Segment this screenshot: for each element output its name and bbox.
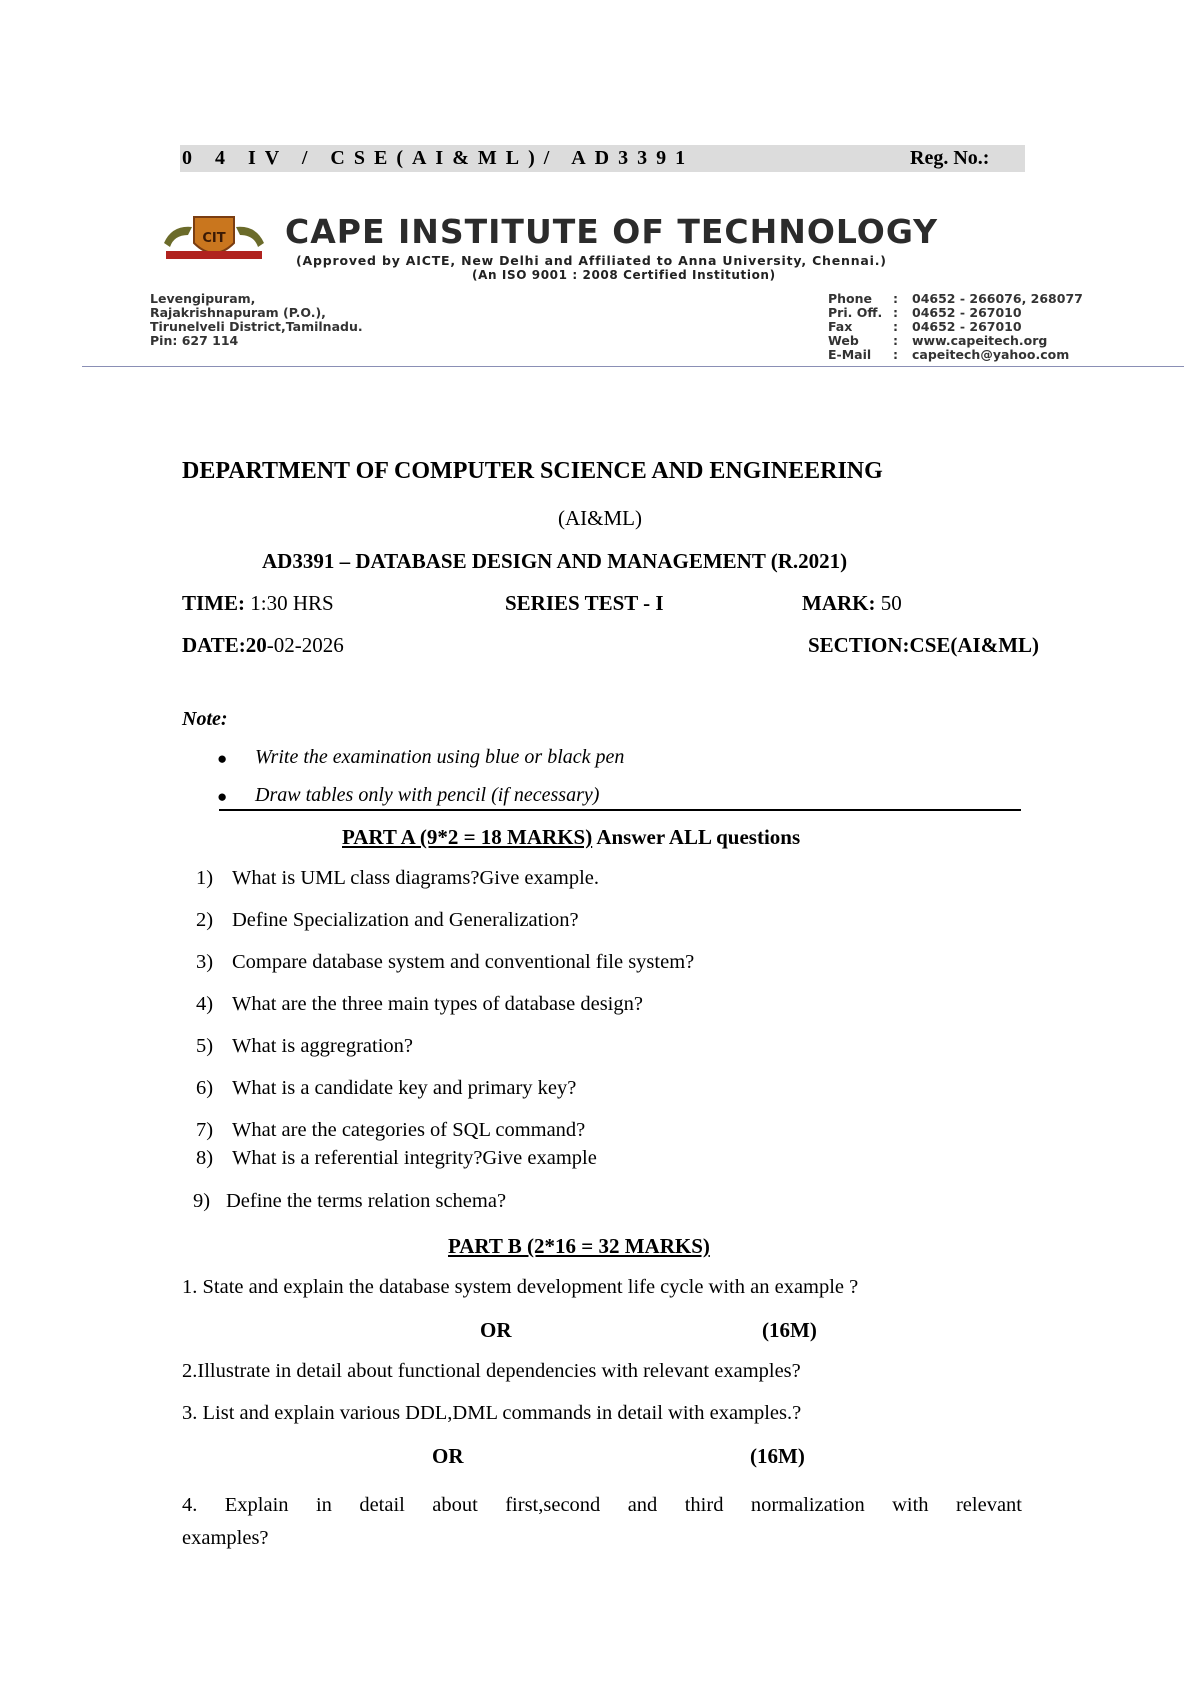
mark-label: MARK: <box>802 591 876 615</box>
part-b-question-continued: examples? <box>182 1527 269 1549</box>
part-b-heading: PART B (2*16 = 32 MARKS) <box>448 1234 710 1258</box>
time-value: 1:30 HRS <box>250 591 334 615</box>
iso-line: (An ISO 9001 : 2008 Certified Institution) <box>472 268 776 282</box>
specialization: (AI&ML) <box>558 506 642 530</box>
section-label: SECTION: <box>808 633 910 657</box>
course-title: AD3391 – DATABASE DESIGN AND MANAGEMENT (R.2021) <box>262 549 848 573</box>
time-label: TIME: <box>182 591 245 615</box>
time-field <box>182 591 334 616</box>
question-text: What is a candidate key and primary key? <box>232 1077 577 1099</box>
test-name: SERIES TEST - I <box>505 591 664 615</box>
address-line: Rajakrishnapuram (P.O.), <box>150 305 326 320</box>
address-line: Levengipuram, <box>150 291 256 306</box>
question-text: What is UML class diagrams?Give example. <box>232 867 599 889</box>
date-rest: -02-2026 <box>266 633 344 657</box>
contact-colon: : <box>893 333 898 348</box>
contact-value-phone: 04652 - 266076, 268077 <box>912 291 1083 306</box>
date-field <box>182 633 344 658</box>
question-text: Define the terms relation schema? <box>226 1190 507 1212</box>
letterhead-divider <box>82 366 1184 367</box>
contact-label-web: Web <box>828 333 859 348</box>
contact-colon: : <box>893 319 898 334</box>
part-a-instruction: Answer ALL questions <box>596 825 801 849</box>
question-number: 7) <box>196 1119 214 1141</box>
question-text: What is a referential integrity?Give example <box>232 1147 597 1169</box>
part-b-question: 4. Explain in detail about first,second and third normalization with relevant <box>182 1494 1022 1516</box>
question-text: What are the categories of SQL command? <box>232 1119 586 1141</box>
contact-value-web: www.capeitech.org <box>912 333 1048 348</box>
question-number: 1) <box>196 867 214 889</box>
part-b-question: 2.Illustrate in detail about functional dependencies with relevant examples? <box>182 1360 801 1382</box>
contact-colon: : <box>893 305 898 320</box>
section-value: CSE(AI&ML) <box>909 633 1040 657</box>
note-item: Write the examination using blue or black pen <box>255 746 625 768</box>
mark-field <box>802 591 902 616</box>
section-field <box>808 633 1039 658</box>
part-b-question: 3. List and explain various DDL,DML commands in detail with examples.? <box>182 1402 802 1424</box>
question-number: 3) <box>196 951 214 973</box>
question-number: 6) <box>196 1077 214 1099</box>
contact-colon: : <box>893 291 898 306</box>
question-number: 9) <box>193 1190 211 1212</box>
reg-no-label: Reg. No.: <box>910 147 990 169</box>
contact-colon: : <box>893 347 898 362</box>
contact-label-office: Pri. Off. <box>828 305 883 320</box>
date-label: DATE: <box>182 633 246 657</box>
approval-line: (Approved by AICTE, New Delhi and Affiliated to Anna University, Chennai.) <box>296 253 887 268</box>
question-number: 8) <box>196 1147 214 1169</box>
address-line: Pin: 627 114 <box>150 333 239 348</box>
part-b-question: 1. State and explain the database system development life cycle with an example ? <box>182 1276 859 1298</box>
address-line: Tirunelveli District,Tamilnadu. <box>150 319 363 334</box>
note-divider <box>219 809 1021 811</box>
question-marks: (16M) <box>750 1444 805 1468</box>
question-text: What is aggregration? <box>232 1035 414 1057</box>
bullet-icon: ● <box>217 749 228 768</box>
question-text: What are the three main types of database design? <box>232 993 643 1015</box>
question-number: 5) <box>196 1035 214 1057</box>
contact-value-office: 04652 - 267010 <box>912 305 1022 320</box>
part-a-title: PART A (9*2 = 18 MARKS) <box>342 825 593 849</box>
note-label: Note: <box>182 708 228 730</box>
paper-code: 0 4 IV / CSE(AI&ML)/ AD3391 <box>182 147 695 169</box>
svg-text:CIT: CIT <box>202 231 226 246</box>
contact-label-email: E-Mail <box>828 347 872 362</box>
institution-logo <box>158 213 270 265</box>
contact-label-fax: Fax <box>828 319 853 334</box>
contact-label-phone: Phone <box>828 291 873 306</box>
department-title: DEPARTMENT OF COMPUTER SCIENCE AND ENGINEERING <box>182 458 883 484</box>
note-item: Draw tables only with pencil (if necessary) <box>255 784 600 806</box>
or-separator: OR <box>480 1318 512 1342</box>
question-number: 2) <box>196 909 214 931</box>
bullet-icon: ● <box>217 787 228 806</box>
question-text: Define Specialization and Generalization? <box>232 909 579 931</box>
or-separator: OR <box>432 1444 464 1468</box>
question-text: Compare database system and conventional file system? <box>232 951 695 973</box>
institution-name: CAPE INSTITUTE OF TECHNOLOGY <box>285 212 939 251</box>
question-number: 4) <box>196 993 214 1015</box>
question-marks: (16M) <box>762 1318 817 1342</box>
part-a-heading <box>342 825 800 850</box>
mark-value: 50 <box>880 591 902 615</box>
contact-value-fax: 04652 - 267010 <box>912 319 1022 334</box>
contact-value-email: capeitech@yahoo.com <box>912 347 1070 362</box>
date-day: 20 <box>245 633 267 657</box>
